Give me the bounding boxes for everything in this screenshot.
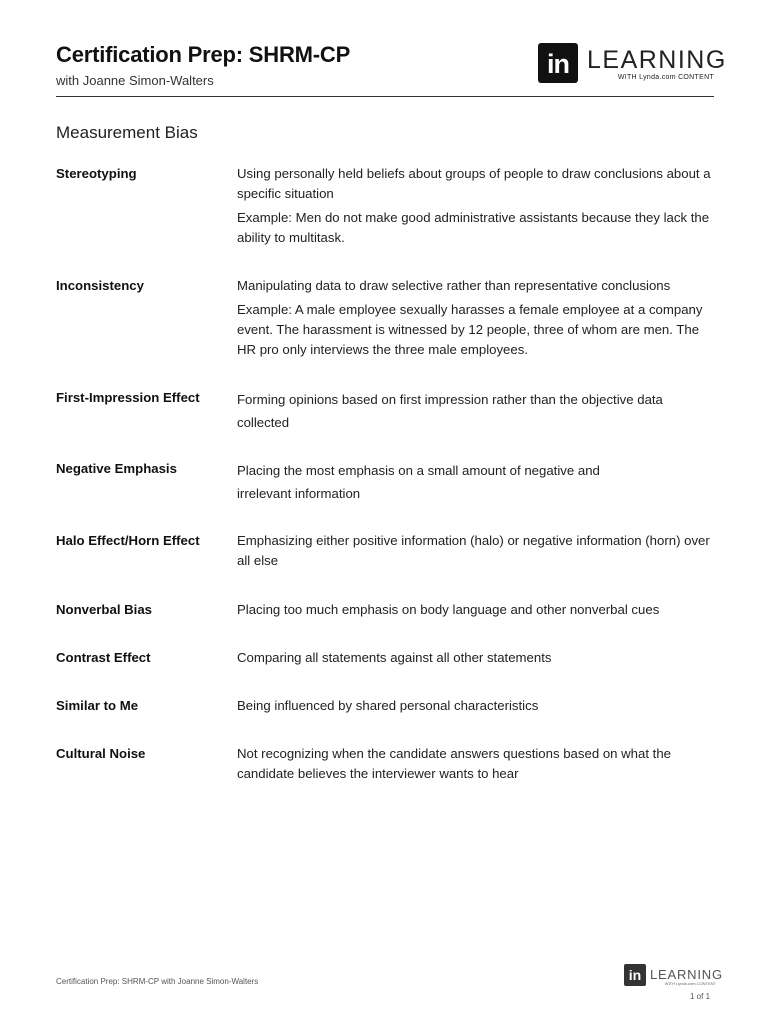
- definition-text: Using personally held beliefs about groups of people to draw conclusions about a specific situation: [237, 166, 711, 201]
- example-text: Example: Men do not make good administrative assistants because they lack the ability to multitask.: [237, 210, 710, 245]
- term-first-impression-effect: First-Impression Effect: [56, 390, 200, 405]
- definition-text: Forming opinions based on first impression rather than the objective data collected: [237, 392, 663, 430]
- footer-linkedin-learning-logo: [624, 964, 723, 988]
- document-subtitle: with Joanne Simon-Walters: [56, 73, 214, 88]
- definition-similar-to-me: [237, 696, 717, 720]
- definition-text: Placing too much emphasis on body language and other nonverbal cues: [237, 602, 660, 617]
- footer-text: Certification Prep: SHRM-CP with Joanne Simon-Walters: [56, 977, 259, 986]
- term-nonverbal-bias: Nonverbal Bias: [56, 602, 153, 617]
- definition-text: Manipulating data to draw selective rather than representative conclusions: [237, 278, 671, 293]
- definition-text: Being influenced by shared personal characteristics: [237, 698, 539, 713]
- definition-contrast-effect: [237, 648, 717, 672]
- definition-halo-horn-effect: [237, 531, 717, 575]
- term-negative-emphasis: Negative Emphasis: [56, 461, 177, 476]
- definition-text: Comparing all statements against all other statements: [237, 650, 552, 665]
- section-heading: Measurement Bias: [56, 123, 198, 142]
- logo-tagline: WITH Lynda.com CONTENT: [617, 74, 714, 81]
- definition-text: Placing the most emphasis on a small amount of negative and irrelevant information: [237, 463, 600, 501]
- document-title: Certification Prep: SHRM-CP: [56, 42, 351, 67]
- term-inconsistency: Inconsistency: [56, 278, 144, 293]
- linkedin-in-icon: in: [538, 43, 578, 83]
- term-stereotyping: Stereotyping: [56, 166, 137, 181]
- definition-stereotyping: [237, 164, 717, 252]
- definition-nonverbal-bias: [237, 600, 717, 624]
- footer-logo-wordmark: LEARNING: [650, 967, 723, 982]
- definition-cultural-noise: [237, 744, 717, 788]
- page-number: 1 of 1: [690, 992, 711, 1001]
- term-similar-to-me: Similar to Me: [56, 698, 139, 713]
- linkedin-in-icon: in: [624, 964, 646, 986]
- term-contrast-effect: Contrast Effect: [56, 650, 151, 665]
- logo-wordmark: LEARNING: [587, 46, 727, 74]
- example-text: Example: A male employee sexually harasses a female employee at a company event. The harassment is witnessed by 12 people, three of whom are men. The HR pro only interviews the three male employees.: [237, 302, 703, 357]
- definition-negative-emphasis: [237, 459, 637, 509]
- document-header: [56, 40, 727, 97]
- term-halo-horn-effect: Halo Effect/Horn Effect: [56, 533, 200, 548]
- definition-text: Not recognizing when the candidate answers questions based on what the candidate believes the interviewer wants to hear: [237, 746, 672, 781]
- footer-logo-tagline: WITH Lynda.com CONTENT: [664, 981, 716, 986]
- term-cultural-noise: Cultural Noise: [56, 746, 146, 761]
- definition-inconsistency: [237, 276, 717, 364]
- definition-first-impression-effect: [237, 388, 677, 438]
- linkedin-learning-logo: [538, 43, 727, 85]
- definition-text: Emphasizing either positive information (halo) or negative information (horn) over all else: [237, 533, 710, 568]
